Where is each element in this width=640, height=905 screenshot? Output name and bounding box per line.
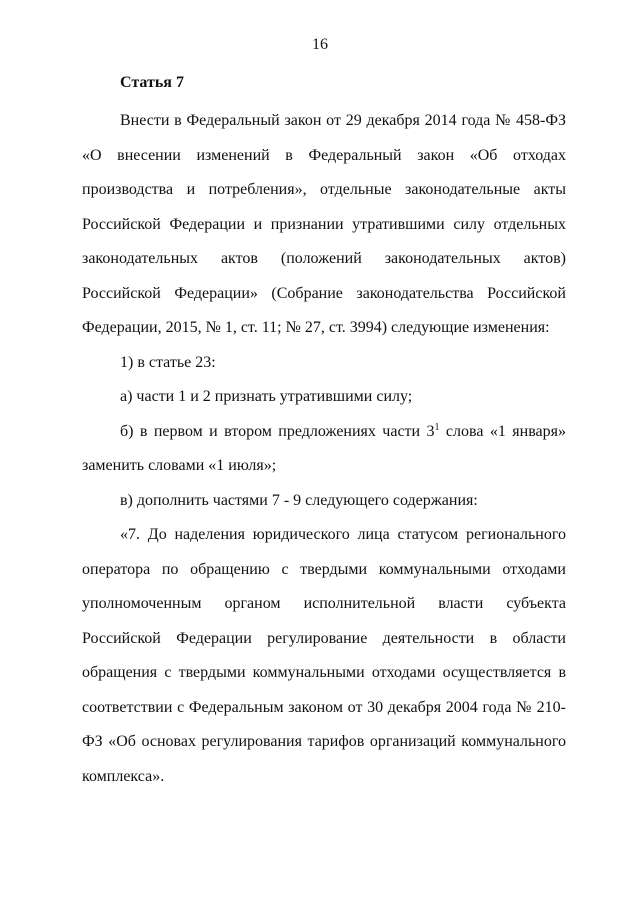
page-number: 16 <box>312 36 328 53</box>
article-heading: Статья 7 <box>120 74 184 91</box>
intro-paragraph: Внести в Федеральный закон от 29 декабря 2014 года № 458-ФЗ «О внесении изменений в Федеральный закон «Об отходах производства и потребления», отдельные законодательные акты Российской Федерации и признании утратившими силу отдельных законодательных актов (положений законодательных актов) Российской Федерации» (Собрание законодательства Российской Федерации, 2015, № 1, ст. 11; № 27, ст. 3994) следующие изменения: <box>82 112 566 336</box>
item-b-superscript: 1 <box>434 421 440 433</box>
item-a-paragraph: а) части 1 и 2 признать утратившими силу; <box>120 388 413 405</box>
quote-7-paragraph: «7. До наделения юридического лица статусом регионального оператора по обращению с твердыми коммунальными отходами уполномоченным органом исполнительной власти субъекта Российской Федерации регулирование деятельности в области обращения с твердыми коммунальными отходами осуществляется в соответствии с Федеральным законом от 30 декабря 2004 года № 210-ФЗ «Об основах регулирования тарифов организаций коммунального комплекса». <box>82 526 566 785</box>
item-1-paragraph: 1) в статье 23: <box>120 353 216 371</box>
article-body <box>82 104 566 794</box>
item-b-text-start: б) в первом и втором предложениях части 3 <box>120 422 435 440</box>
item-b-paragraph <box>82 415 566 484</box>
item-b-text-end: слова «1 января» заменить словами «1 июля»; <box>82 422 567 474</box>
item-v-paragraph: в) дополнить частями 7 - 9 следующего содержания: <box>120 491 478 509</box>
